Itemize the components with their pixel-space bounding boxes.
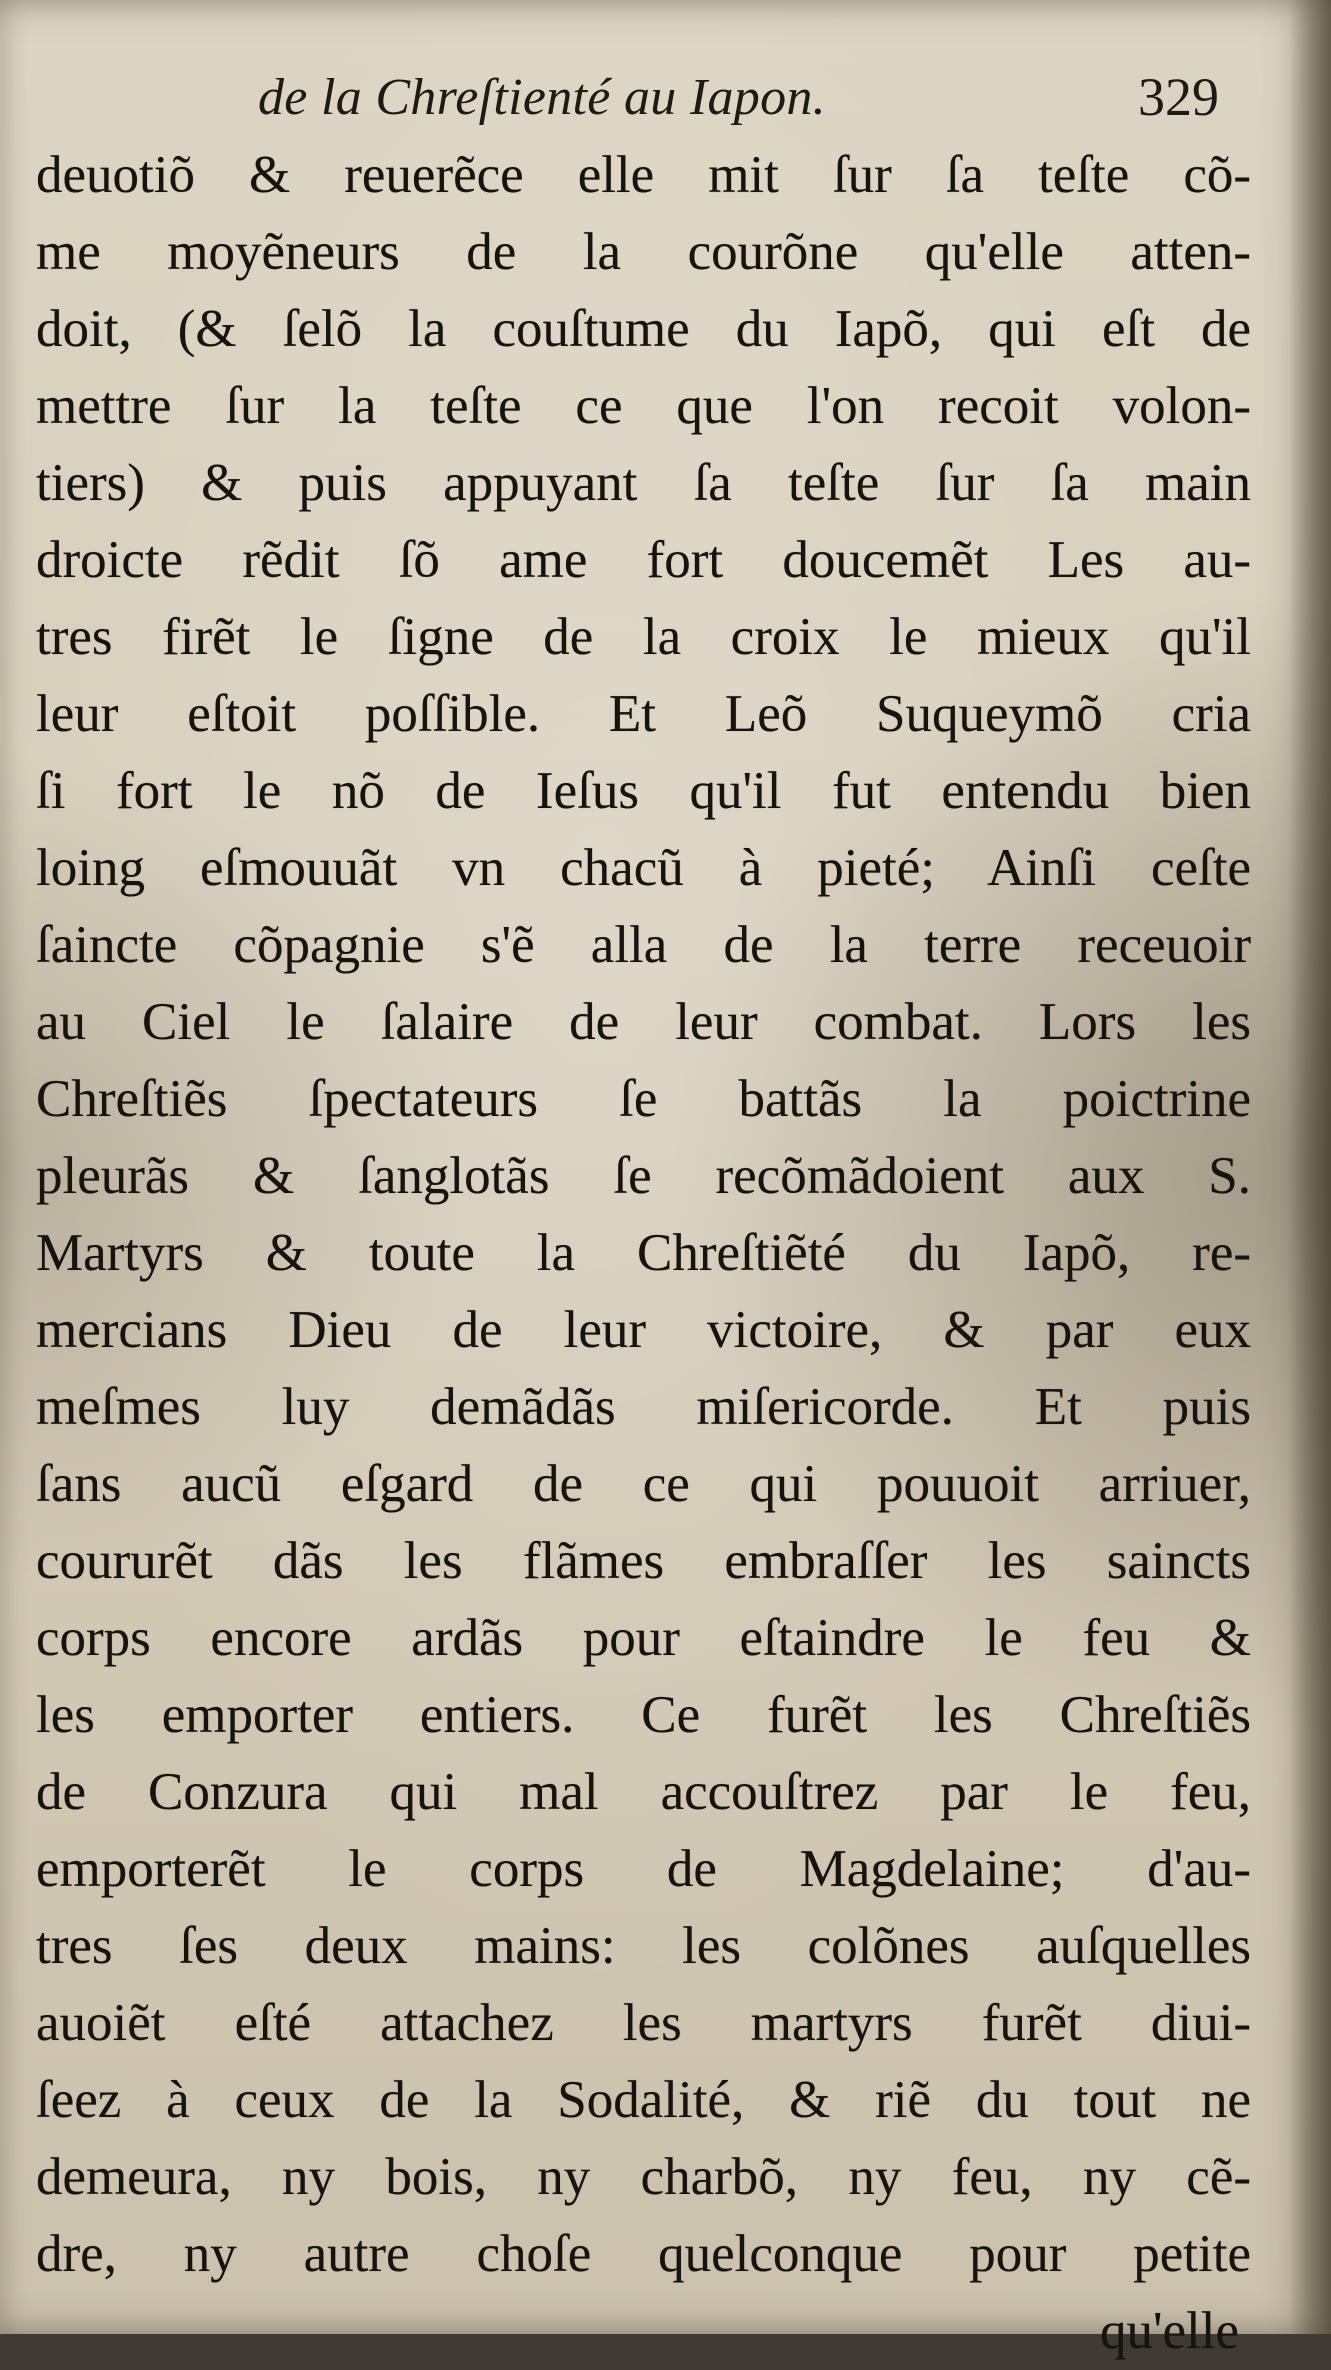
text-line: au Ciel le ſalaire de leur combat. Lors les <box>36 993 1251 1051</box>
catchword: qu'elle <box>1099 2302 1239 2360</box>
text-line: tres ſes deux mains: les colõnes auſquelles <box>36 1917 1251 1975</box>
text-line: tiers) & puis appuyant ſa teſte ſur ſa main <box>36 454 1251 512</box>
text-line: ſi fort le nõ de Ieſus qu'il fut entendu bien <box>36 762 1251 820</box>
text-line: Chreſtiẽs ſpectateurs ſe battãs la poictrine <box>36 1070 1251 1128</box>
page-number: 329 <box>1138 67 1219 127</box>
text-line: ſans aucũ eſgard de ce qui pouuoit arriuer, <box>36 1455 1251 1513</box>
text-line: me moyẽneurs de la courõne qu'elle atten- <box>36 223 1251 281</box>
text-line: droicte rẽdit ſõ ame fort doucemẽt Les au- <box>36 531 1251 589</box>
text-line: les emporter entiers. Ce furẽt les Chreſtiẽs <box>36 1686 1251 1744</box>
text-line: de Conzura qui mal accouſtrez par le feu, <box>36 1763 1251 1821</box>
text-line: doit, (& ſelõ la couſtume du Iapõ, qui eſt de <box>36 300 1251 358</box>
text-line: loing eſmouuãt vn chacũ à pieté; Ainſi ceſte <box>36 839 1251 897</box>
text-line: coururẽt dãs les flãmes embraſſer les saincts <box>36 1532 1251 1590</box>
text-line: leur eſtoit poſſible. Et Leõ Suqueymõ cria <box>36 685 1251 743</box>
text-line: tres firẽt le ſigne de la croix le mieux qu'il <box>36 608 1251 666</box>
text-line: dre, ny autre choſe quelconque pour petite <box>36 2225 1251 2283</box>
running-head: de la Chreſtienté au Iapon. <box>258 69 826 126</box>
text-line: Martyrs & toute la Chreſtiẽté du Iapõ, re- <box>36 1224 1251 1282</box>
body-text <box>36 137 1251 2370</box>
text-line: deuotiõ & reuerẽce elle mit ſur ſa teſte cõ- <box>36 146 1251 204</box>
text-line: meſmes luy demãdãs miſericorde. Et puis <box>36 1378 1251 1436</box>
text-line: corps encore ardãs pour eſtaindre le feu & <box>36 1609 1251 1667</box>
text-line: ſeez à ceux de la Sodalité, & riẽ du tout ne <box>36 2071 1251 2129</box>
text-line: mercians Dieu de leur victoire, & par eux <box>36 1301 1251 1359</box>
text-line: demeura, ny bois, ny charbõ, ny feu, ny cẽ- <box>36 2148 1251 2206</box>
text-line: ſaincte cõpagnie s'ẽ alla de la terre receuoir <box>36 916 1251 974</box>
text-line: pleurãs & ſanglotãs ſe recõmãdoient aux S. <box>36 1147 1251 1205</box>
text-line: emporterẽt le corps de Magdelaine; d'au- <box>36 1840 1251 1898</box>
text-line: auoiẽt eſté attachez les martyrs furẽt diui- <box>36 1994 1251 2052</box>
text-line: mettre ſur la teſte ce que l'on recoit volon- <box>36 377 1251 435</box>
